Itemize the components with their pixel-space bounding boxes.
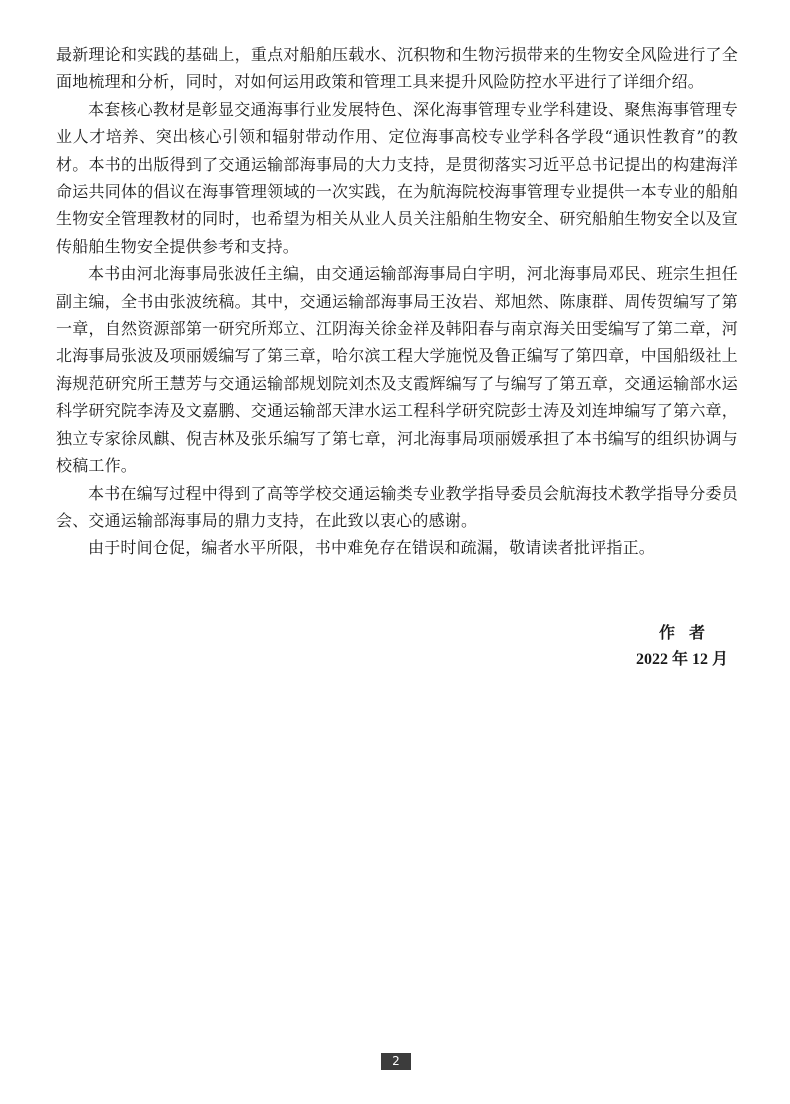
signature-block (636, 621, 728, 673)
paragraph-1: 最新理论和实践的基础上，重点对船舶压载水、沉积物和生物污损带来的生物安全风险进行了全面地梳理和分析，同时，对如何运用政策和管理工具来提升风险防控水平进行了详细介绍。 (56, 45, 738, 92)
paragraph-4: 本书在编写过程中得到了高等学校交通运输类专业教学指导委员会航海技术教学指导分委员会、交通运输部海事局的鼎力支持，在此致以衷心的感谢。 (56, 483, 738, 530)
page-number-badge: 2 (381, 1053, 411, 1070)
signature-author: 作者 (658, 623, 719, 642)
paragraph-2: 本套核心教材是彰显交通海事行业发展特色、深化海事管理专业学科建设、聚焦海事管理专业人才培养、突出核心引领和辐射带动作用、定位海事高校专业学科各学段“通识性教育”的教材。本书的出版得到了交通运输部海事局的大力支持，是贯彻落实习近平总书记提出的构建海洋命运共同体的倡议在海事管理领域的一次实践，在为航海院校海事管理专业提供一本专业的船舶生物安全管理教材的同时，也希望为相关从业人员关注船舶生物安全、研究船舶生物安全以及宣传船舶生物安全提供参考和支持。 (56, 99, 738, 256)
paragraph-3: 本书由河北海事局张波任主编，由交通运输部海事局白宇明，河北海事局邓民、班宗生担任副主编，全书由张波统稿。其中，交通运输部海事局王汝岩、郑旭然、陈康群、周传贺编写了第一章，自然资源部第一研究所郑立、江阴海关徐金祥及韩阳春与南京海关田雯编写了第二章，河北海事局张波及项丽媛编写了第三章，哈尔滨工程大学施悦及鲁正编写了第四章，中国船级社上海规范研究所王慧芳与交通运输部规划院刘杰及支霞辉编写了与编写了第五章，交通运输部水运科学研究院李涛及文嘉鹏、交通运输部天津水运工程科学研究院彭士涛及刘连坤编写了第六章，独立专家徐凤麒、倪吉林及张乐编写了第七章，河北海事局项丽媛承担了本书编写的组织协调与校稿工作。 (56, 264, 738, 476)
paragraph-5: 由于时间仓促，编者水平所限，书中难免存在错误和疏漏，敬请读者批评指正。 (88, 538, 656, 558)
preface-body (56, 41, 738, 562)
signature-date: 2022 年 12 月 (635, 651, 728, 668)
